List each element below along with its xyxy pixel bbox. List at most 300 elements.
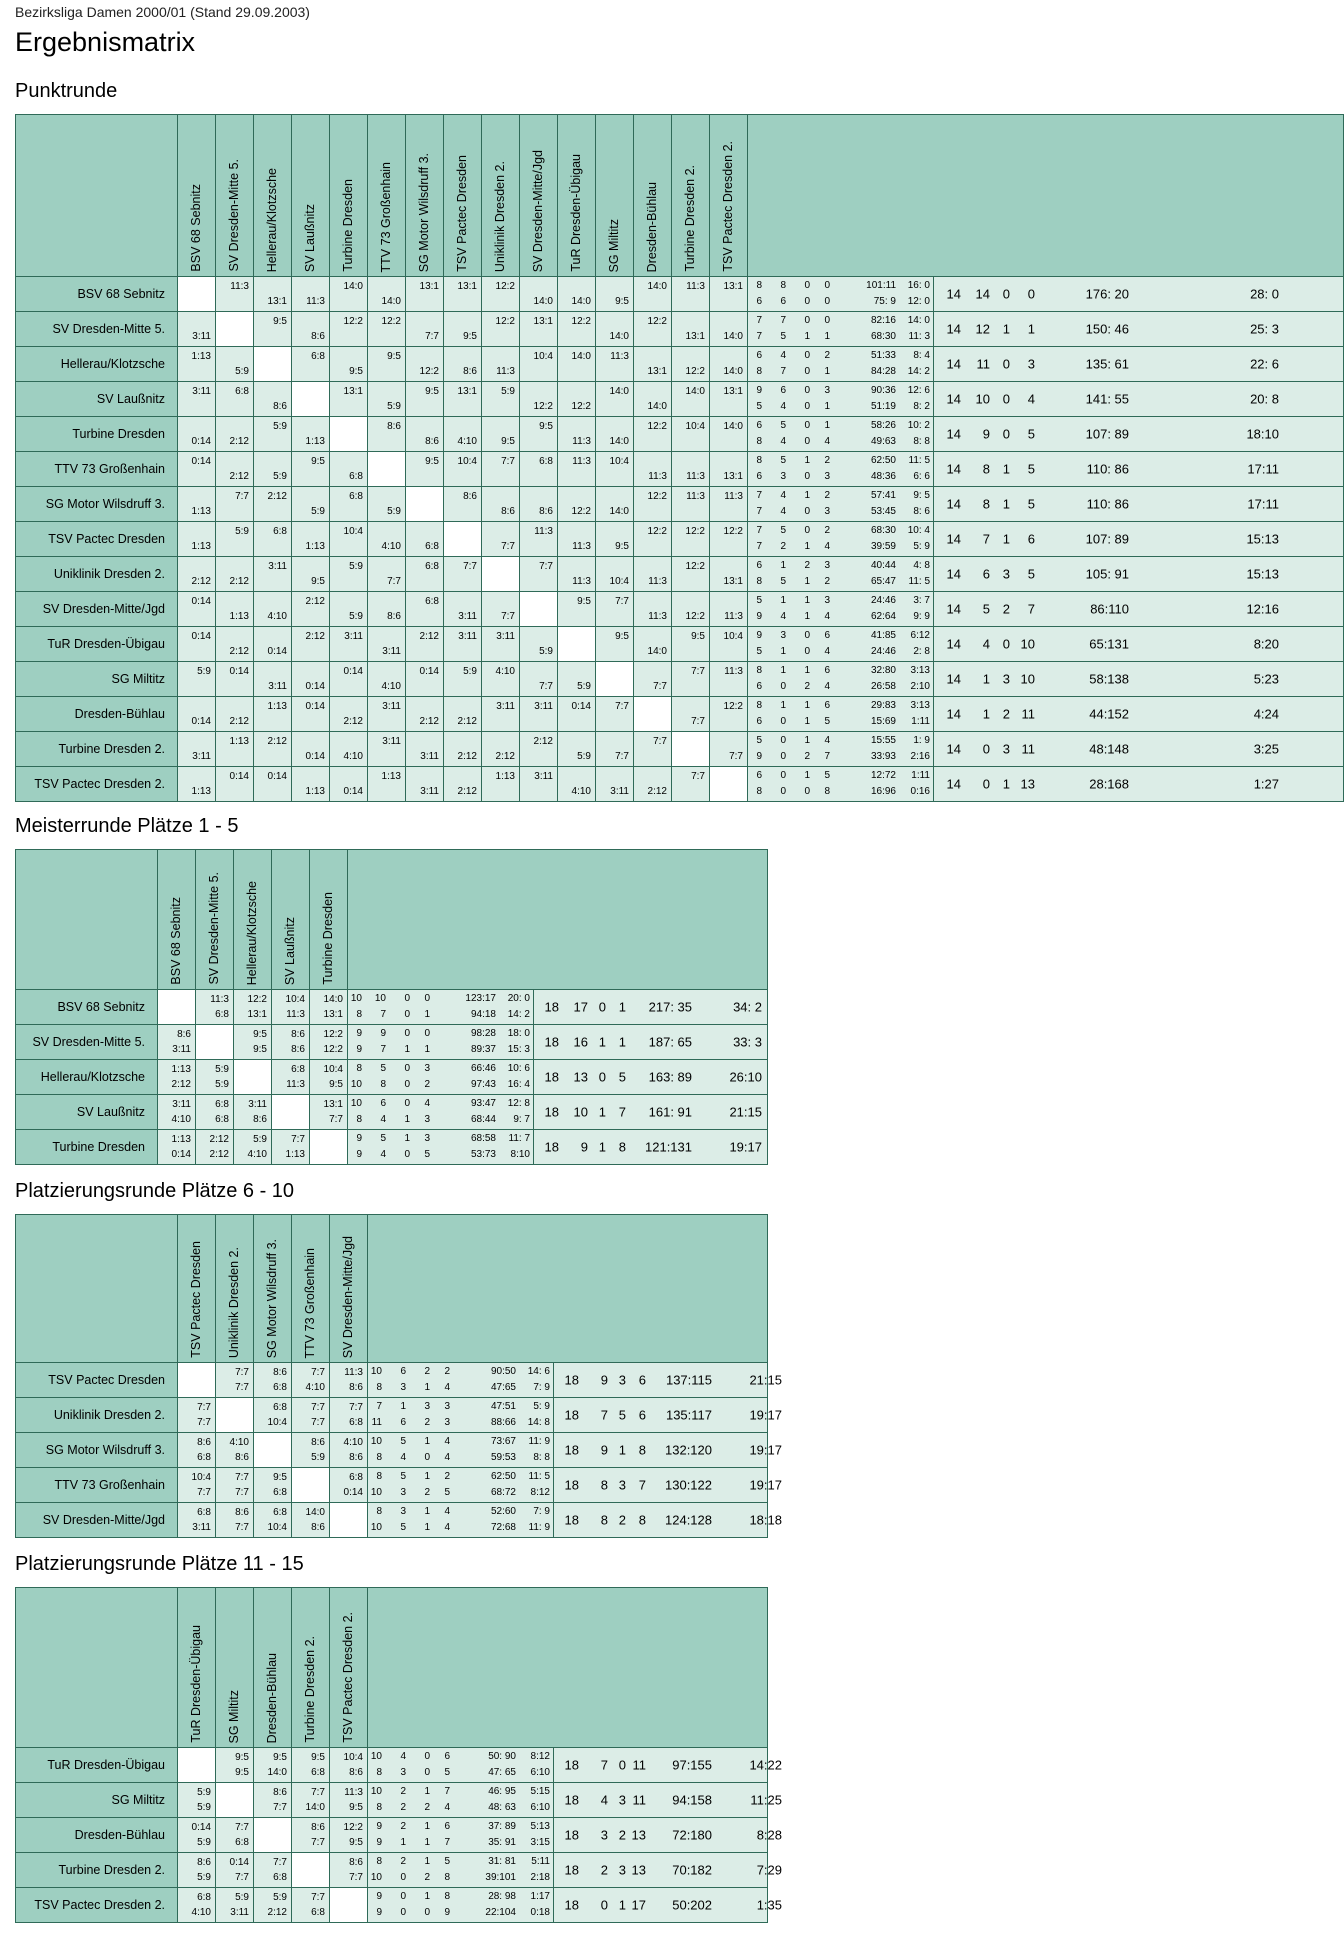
score-first: 0:14: [571, 701, 591, 712]
value-text: 8: [376, 1452, 382, 1463]
second-half-stats: [748, 436, 933, 448]
value-text: 18: [564, 1862, 579, 1878]
result-cell: [216, 627, 254, 662]
table-row: [16, 662, 1344, 697]
total-stats: [934, 697, 1344, 732]
score-second: 8:6: [273, 401, 287, 412]
value-text: 97:43: [470, 1079, 496, 1090]
first-half-stats: [748, 525, 933, 537]
value-text: 4: [780, 436, 786, 447]
value-text: 0: [804, 471, 810, 482]
result-cell: [310, 1095, 348, 1130]
value-text: 58:26: [870, 420, 896, 431]
score-second: 7:7: [311, 1417, 325, 1428]
value-text: 110: 86: [1086, 461, 1129, 477]
round-breakdown: [368, 1468, 554, 1503]
value-text: 68:30: [870, 525, 896, 536]
value-text: 72:180: [672, 1827, 712, 1843]
total-stats: [934, 767, 1344, 802]
column-header-label: SG Miltitz: [227, 1689, 242, 1743]
round-breakdown: [368, 1853, 554, 1888]
value-text: 5: [380, 1133, 386, 1144]
value-text: 6: [444, 1821, 450, 1832]
value-text: 97:155: [672, 1757, 712, 1773]
score-first: 11:3: [210, 994, 229, 1005]
result-cell: [254, 767, 292, 802]
score-second: 14:0: [723, 366, 743, 377]
result-cell: [634, 417, 672, 452]
round-breakdown: [348, 1025, 534, 1060]
value-text: 0: [804, 401, 810, 412]
score-first: 11:3: [686, 281, 705, 292]
score-first: 6:8: [235, 386, 249, 397]
score-first: 12:2: [647, 421, 667, 432]
round-breakdown: [748, 767, 934, 802]
value-text: 5: [1027, 566, 1035, 582]
score-first: 6:8: [349, 1472, 363, 1483]
value-text: 70:182: [672, 1862, 712, 1878]
result-cell: [558, 487, 596, 522]
diagonal-cell: [158, 990, 196, 1025]
result-cell: [710, 557, 748, 592]
score-first: 0:14: [229, 666, 249, 677]
result-cell: [672, 557, 710, 592]
value-text: 8: 8: [533, 1452, 550, 1463]
total-stats: [554, 1468, 782, 1503]
value-text: 2:10: [910, 681, 930, 692]
score-second: 0:14: [267, 646, 287, 657]
value-text: 8: [600, 1512, 608, 1528]
value-text: 0: [824, 315, 830, 326]
result-cell: [444, 697, 482, 732]
score-second: 0:14: [305, 681, 325, 692]
value-text: 1: [804, 541, 810, 552]
value-text: 7: 9: [533, 1506, 550, 1517]
value-text: 2: [424, 1366, 430, 1377]
value-text: 5: [824, 716, 830, 727]
value-text: 7: [638, 1477, 646, 1493]
round-breakdown: [368, 1888, 554, 1923]
score-second: 11:3: [572, 541, 591, 552]
result-cell: [178, 1503, 216, 1538]
value-text: 0: [804, 420, 810, 431]
row-team-name: SV Dresden-Mitte/Jgd: [16, 592, 178, 627]
value-text: 12:16: [1246, 601, 1279, 617]
result-cell: [330, 1468, 368, 1503]
column-header-label: Hellerau/Klotzsche: [265, 167, 280, 272]
value-text: 2: [444, 1471, 450, 1482]
score-first: 5:9: [273, 421, 287, 432]
diagonal-cell: [634, 697, 672, 732]
value-text: 7: [756, 331, 762, 342]
row-team-name: SV Dresden-Mitte 5.: [16, 1025, 158, 1060]
column-header-label: Turbine Dresden 2.: [683, 165, 698, 272]
result-cell: [292, 1363, 330, 1398]
value-text: 6: [824, 700, 830, 711]
value-text: 0: [804, 630, 810, 641]
result-cell: [672, 347, 710, 382]
score-second: 4:10: [171, 1114, 191, 1125]
score-second: 11:3: [572, 576, 591, 587]
value-text: 1: [598, 1034, 606, 1050]
value-text: 14: [946, 566, 961, 582]
result-cell: [672, 487, 710, 522]
value-text: 14: [946, 356, 961, 372]
value-text: 16:96: [870, 786, 896, 797]
column-header: [178, 1215, 216, 1363]
score-first: 0:14: [191, 1822, 211, 1833]
value-text: 0: [780, 751, 786, 762]
result-cell: [710, 732, 748, 767]
score-second: 12:2: [571, 506, 591, 517]
result-cell: [292, 1818, 330, 1853]
value-text: 53:45: [870, 506, 896, 517]
result-cell: [178, 1468, 216, 1503]
table-row: [16, 277, 1344, 312]
value-text: 22:104: [485, 1907, 516, 1918]
value-text: 3: [824, 595, 830, 606]
result-cell: [520, 382, 558, 417]
result-cell: [710, 697, 748, 732]
results-matrix-platzierung-11-15: [15, 1587, 782, 1923]
table-row: [16, 1468, 768, 1503]
result-cell: [520, 662, 558, 697]
score-second: 6:8: [215, 1009, 229, 1020]
value-text: 1: [804, 455, 810, 466]
column-header: [444, 115, 482, 277]
score-first: 14:0: [571, 351, 591, 362]
column-header-label: SV Dresden-Mitte 5.: [227, 159, 242, 272]
result-cell: [444, 627, 482, 662]
result-cell: [520, 312, 558, 347]
value-text: 0: [982, 741, 990, 757]
value-text: 10: [370, 1436, 382, 1447]
score-first: 3:11: [268, 561, 287, 572]
result-cell: [444, 767, 482, 802]
value-text: 4: [380, 1149, 386, 1160]
score-first: 9:5: [235, 1752, 249, 1763]
score-second: 3:11: [420, 786, 439, 797]
column-header-label: Uniklinik Dresden 2.: [227, 1246, 242, 1358]
score-second: 11:3: [648, 576, 667, 587]
value-text: 10: [374, 993, 386, 1004]
value-text: 10: [370, 1522, 382, 1533]
value-text: 11: [976, 356, 990, 372]
result-cell: [368, 417, 406, 452]
table-row: [16, 522, 1344, 557]
result-cell: [216, 1468, 254, 1503]
value-text: 48:148: [1089, 741, 1129, 757]
value-text: 1: [780, 700, 786, 711]
value-text: 9: [756, 385, 762, 396]
result-cell: [178, 382, 216, 417]
score-second: 5:9: [387, 506, 401, 517]
value-text: 7: [756, 525, 762, 536]
table-row: [16, 592, 1344, 627]
result-cell: [310, 1025, 348, 1060]
value-text: 62:50: [490, 1471, 516, 1482]
value-text: 1:11: [911, 770, 930, 781]
result-cell: [292, 1398, 330, 1433]
score-first: 6:8: [197, 1892, 211, 1903]
result-cell: [254, 1503, 292, 1538]
value-text: 0: [780, 716, 786, 727]
score-first: 9:5: [691, 631, 705, 642]
column-header: [310, 850, 348, 990]
value-text: 8: [824, 786, 830, 797]
total-stats: [554, 1748, 782, 1783]
value-text: 6: [756, 350, 762, 361]
value-text: 14: [946, 531, 961, 547]
result-cell: [178, 522, 216, 557]
result-cell: [292, 732, 330, 767]
score-first: 12:2: [685, 561, 705, 572]
value-text: 1: [424, 1471, 430, 1482]
column-header-label: Dresden-Bühlau: [265, 1652, 280, 1743]
result-cell: [330, 522, 368, 557]
value-text: 3: [1002, 566, 1010, 582]
score-second: 2:12: [171, 1079, 191, 1090]
value-text: 4: [400, 1452, 406, 1463]
corner-cell: [16, 1215, 178, 1363]
score-first: 5:9: [349, 561, 363, 572]
total-stats: [934, 382, 1344, 417]
score-first: 3:11: [496, 701, 515, 712]
diagonal-cell: [216, 1783, 254, 1818]
result-cell: [596, 417, 634, 452]
value-text: 7: [600, 1757, 608, 1773]
first-half-stats: [748, 770, 933, 782]
score-first: 12:2: [323, 1029, 343, 1040]
result-cell: [368, 557, 406, 592]
score-first: 13:1: [419, 281, 439, 292]
result-cell: [520, 557, 558, 592]
score-second: 6:8: [273, 1382, 287, 1393]
value-text: 4: [780, 611, 786, 622]
column-header-label: TTV 73 Großenhain: [379, 161, 394, 272]
result-cell: [178, 1818, 216, 1853]
value-text: 0: [404, 1098, 410, 1109]
value-text: 6: [638, 1407, 646, 1423]
result-cell: [368, 312, 406, 347]
table-row: [16, 767, 1344, 802]
table-row: [16, 1818, 768, 1853]
table-row: [16, 1748, 768, 1783]
result-cell: [292, 1888, 330, 1923]
score-first: 5:9: [273, 1892, 287, 1903]
score-first: 8:6: [311, 1822, 325, 1833]
score-second: 2:12: [229, 646, 249, 657]
value-text: 11: [632, 1792, 646, 1808]
result-cell: [558, 277, 596, 312]
value-text: 9: [600, 1442, 608, 1458]
value-text: 7: [1027, 601, 1035, 617]
value-text: 10: [350, 993, 362, 1004]
column-header: [330, 1588, 368, 1748]
table-row: [16, 1853, 768, 1888]
value-text: 8: [756, 366, 762, 377]
value-text: 2: 8: [913, 646, 930, 657]
value-text: 65:131: [1089, 636, 1129, 652]
score-first: 4:10: [229, 1437, 249, 1448]
value-text: 13: [1020, 776, 1035, 792]
row-team-name: SG Miltitz: [16, 662, 178, 697]
score-second: 2:12: [647, 786, 667, 797]
value-text: 11: [1021, 706, 1035, 722]
value-text: 11:25: [750, 1792, 782, 1808]
result-cell: [292, 1783, 330, 1818]
value-text: 6:10: [530, 1767, 550, 1778]
value-text: 7: [756, 506, 762, 517]
score-first: 1:13: [495, 771, 515, 782]
result-cell: [558, 522, 596, 557]
score-second: 6:8: [273, 1487, 287, 1498]
score-second: 7:7: [235, 1522, 249, 1533]
score-second: 7:7: [425, 331, 439, 342]
value-text: 2: [824, 576, 830, 587]
result-cell: [254, 277, 292, 312]
score-second: 12:2: [685, 366, 705, 377]
value-text: 1: [404, 1044, 410, 1055]
result-cell: [520, 417, 558, 452]
score-second: 6:8: [349, 1417, 363, 1428]
first-half-stats: [748, 350, 933, 362]
result-cell: [216, 1853, 254, 1888]
value-text: 5: 9: [533, 1401, 550, 1412]
results-matrix-punktrunde: [15, 114, 1344, 802]
score-second: 14:0: [267, 1767, 287, 1778]
value-text: 11: 7: [508, 1133, 530, 1144]
result-cell: [330, 767, 368, 802]
result-cell: [330, 627, 368, 662]
value-text: 4: [444, 1382, 450, 1393]
table-row: [16, 382, 1344, 417]
score-second: 2:12: [457, 751, 477, 762]
result-cell: [178, 1433, 216, 1468]
value-text: 1: [804, 770, 810, 781]
first-half-stats: [348, 1133, 533, 1145]
result-cell: [672, 312, 710, 347]
result-cell: [216, 1818, 254, 1853]
row-team-name: TuR Dresden-Übigau: [16, 627, 178, 662]
second-half-stats: [368, 1802, 553, 1814]
value-text: 4: [444, 1436, 450, 1447]
round-breakdown: [748, 312, 934, 347]
value-text: 13: [631, 1827, 646, 1843]
score-second: 7:7: [501, 611, 515, 622]
result-cell: [368, 627, 406, 662]
round-breakdown: [748, 382, 934, 417]
value-text: 4: [824, 541, 830, 552]
score-first: 12:2: [723, 701, 743, 712]
score-first: 0:14: [305, 701, 325, 712]
value-text: 1: [804, 490, 810, 501]
value-text: 2: [424, 1079, 430, 1090]
second-half-stats: [368, 1382, 553, 1394]
result-cell: [216, 277, 254, 312]
result-cell: [234, 1025, 272, 1060]
value-text: 4: [1027, 391, 1035, 407]
value-text: 163: 89: [648, 1069, 692, 1085]
row-team-name: Turbine Dresden 2.: [16, 732, 178, 767]
score-second: 14:0: [647, 646, 667, 657]
value-text: 2:18: [530, 1872, 550, 1883]
value-text: 13: [573, 1069, 588, 1085]
score-second: 9:5: [253, 1044, 267, 1055]
value-text: 14: [946, 496, 961, 512]
value-text: 19:17: [729, 1139, 762, 1155]
score-second: 2:12: [229, 436, 249, 447]
score-first: 2:12: [533, 736, 553, 747]
second-half-stats: [348, 1079, 533, 1091]
value-text: 15: 3: [507, 1044, 530, 1055]
value-text: 8: [756, 700, 762, 711]
value-text: 15:55: [870, 735, 896, 746]
score-second: 5:9: [197, 1837, 211, 1848]
result-cell: [710, 662, 748, 697]
value-text: 12: [975, 321, 990, 337]
score-first: 9:5: [577, 596, 591, 607]
value-text: 13: [631, 1862, 646, 1878]
result-cell: [216, 417, 254, 452]
result-cell: [254, 487, 292, 522]
value-text: 0: [400, 1872, 406, 1883]
value-text: 5: [424, 1149, 430, 1160]
value-text: 8: [376, 1506, 382, 1517]
value-text: 1: [598, 1104, 606, 1120]
score-first: 11:3: [724, 666, 743, 677]
score-second: 8:6: [387, 611, 401, 622]
result-cell: [196, 1130, 234, 1165]
value-text: 24:46: [870, 595, 896, 606]
score-second: 6:8: [311, 1907, 325, 1918]
value-text: 4:24: [1253, 706, 1279, 722]
diagonal-cell: [406, 487, 444, 522]
value-text: 0: [618, 1757, 626, 1773]
result-cell: [368, 277, 406, 312]
value-text: 2: [618, 1512, 626, 1528]
first-half-stats: [748, 420, 933, 432]
value-text: 8: [376, 1471, 382, 1482]
second-half-stats: [748, 471, 933, 483]
score-second: 14:0: [647, 401, 667, 412]
result-cell: [482, 347, 520, 382]
result-cell: [254, 697, 292, 732]
value-text: 1: 9: [913, 735, 930, 746]
value-text: 124:128: [665, 1512, 712, 1528]
result-cell: [216, 522, 254, 557]
score-second: 3:11: [192, 1522, 211, 1533]
score-first: 7:7: [615, 596, 629, 607]
result-cell: [330, 487, 368, 522]
second-half-stats: [748, 681, 933, 693]
row-team-name: SV Laußnitz: [16, 1095, 158, 1130]
result-cell: [558, 347, 596, 382]
score-second: 11:3: [572, 436, 591, 447]
round-breakdown: [748, 627, 934, 662]
row-team-name: TSV Pactec Dresden: [16, 522, 178, 557]
score-first: 7:7: [311, 1892, 325, 1903]
value-text: 0: [804, 506, 810, 517]
result-cell: [216, 697, 254, 732]
value-text: 2: [804, 560, 810, 571]
score-first: 6:8: [273, 1402, 287, 1413]
result-cell: [634, 277, 672, 312]
score-first: 14:0: [323, 994, 343, 1005]
first-half-stats: [748, 490, 933, 502]
column-header: [330, 115, 368, 277]
value-text: 8: [756, 455, 762, 466]
